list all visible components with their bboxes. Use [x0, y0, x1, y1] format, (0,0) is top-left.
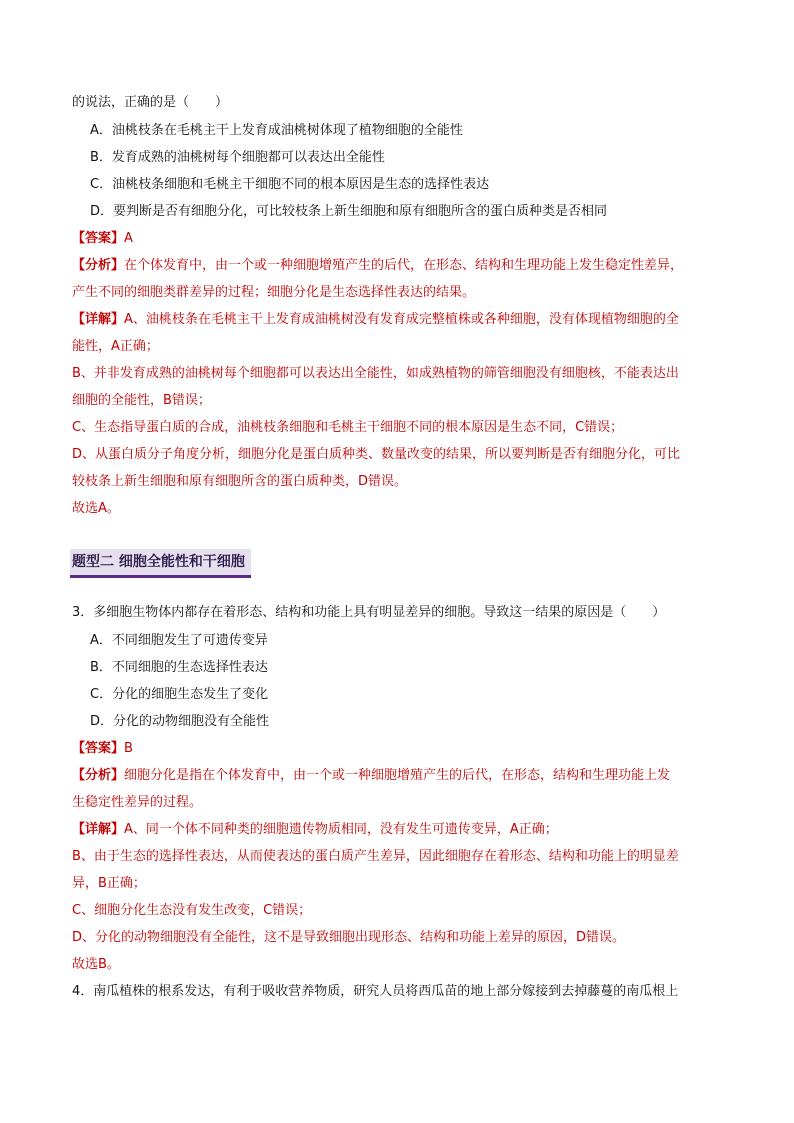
q2-stem-continuation: 的说法，正确的是（ ） [72, 95, 229, 110]
q3-analysis-line-1 [72, 767, 670, 785]
answer-value: B [124, 741, 133, 756]
q3-option-d: D．分化的动物细胞没有全能性 [90, 714, 270, 729]
q2-detail-line-6: D、从蛋白质分子角度分析，细胞分化是蛋白质种类、数量改变的结果，所以要判断是否有细胞分化，可比 [72, 447, 681, 462]
q4-stem: 4．南瓜植株的根系发达，有利于吸收营养物质，研究人员将西瓜苗的地上部分嫁接到去掉藤蔓的南瓜根上 [72, 984, 679, 999]
q2-detail-line-7: 较枝条上新生细胞和原有细胞所含的蛋白质种类，D错误。 [72, 474, 408, 489]
q2-detail-line-5: C、生态指导蛋白质的合成，油桃枝条细胞和毛桃主干细胞不同的根本原因是生态不同，C错误； [72, 420, 624, 435]
q3-stem: 3．多细胞生物体内都存在着形态、结构和功能上具有明显差异的细胞。导致这一结果的原因是（ ） [72, 605, 666, 620]
q2-detail-line-1 [72, 311, 679, 329]
analysis-text: 细胞分化是指在个体发育中，由一个或一种细胞增殖产生的后代，在形态，结构和生理功能上发 [124, 768, 671, 783]
q3-detail-line-5: D、分化的动物细胞没有全能性，这不是导致细胞出现形态、结构和功能上差异的原因，D错误。 [72, 930, 626, 945]
q2-option-c: C．油桃枝条细胞和毛桃主干细胞不同的根本原因是生态的选择性表达 [90, 177, 490, 192]
q2-conclusion: 故选A。 [72, 501, 120, 516]
q3-detail-line-1 [72, 821, 558, 839]
q2-analysis-line-1 [72, 257, 683, 275]
q2-answer [72, 230, 133, 248]
analysis-tag: 【分析】 [72, 768, 125, 783]
q3-analysis-line-2: 生稳定性差异的过程。 [72, 795, 203, 810]
q3-detail-line-3: 异，B正确； [72, 876, 146, 891]
detail-tag: 【详解】 [72, 822, 125, 837]
q2-option-a: A．油桃枝条在毛桃主干上发育成油桃树体现了植物细胞的全能性 [90, 123, 463, 138]
answer-tag: 【答案】 [72, 231, 125, 246]
detail-text: A、同一个体不同种类的细胞遗传物质相同，没有发生可遗传变异，A正确； [124, 822, 558, 837]
q2-option-b: B．发育成熟的油桃树每个细胞都可以表达出全能性 [90, 150, 385, 165]
analysis-tag: 【分析】 [72, 258, 125, 273]
q2-analysis-line-2: 产生不同的细胞类群差异的过程；细胞分化是生态选择性表达的结果。 [72, 285, 476, 300]
q2-detail-line-4: 细胞的全能性，B错误； [72, 393, 211, 408]
analysis-text: 在个体发育中，由一个或一种细胞增殖产生的后代，在形态、结构和生理功能上发生稳定性差异， [124, 258, 684, 273]
q2-detail-line-3: B、并非发育成熟的油桃树每个细胞都可以表达出全能性，如成熟植物的筛管细胞没有细胞核，不能表达出 [72, 366, 679, 381]
q3-detail-line-2: B、由于生态的选择性表达，从而使表达的蛋白质产生差异，因此细胞存在着形态、结构和功能上的明显差 [72, 849, 679, 864]
q3-answer [72, 740, 133, 758]
q3-detail-line-4: C、细胞分化生态没有发生改变，C错误； [72, 903, 312, 918]
answer-value: A [124, 231, 133, 246]
q2-option-d: D．要判断是否有细胞分化，可比较枝条上新生细胞和原有细胞所含的蛋白质种类是否相同 [90, 204, 608, 219]
q3-conclusion: 故选B。 [72, 957, 120, 972]
detail-tag: 【详解】 [72, 312, 125, 327]
section-title: 题型二 细胞全能性和干细胞 [70, 549, 251, 578]
q3-option-a: A．不同细胞发生了可遗传变异 [90, 633, 268, 648]
q3-option-c: C．分化的细胞生态发生了变化 [90, 687, 269, 702]
answer-tag: 【答案】 [72, 741, 125, 756]
q3-option-b: B．不同细胞的生态选择性表达 [90, 660, 268, 675]
q2-detail-line-2: 能性，A正确； [72, 339, 159, 354]
detail-text: A、油桃枝条在毛桃主干上发育成油桃树没有发育成完整植株或各种细胞，没有体现植物细胞的全 [124, 312, 679, 327]
